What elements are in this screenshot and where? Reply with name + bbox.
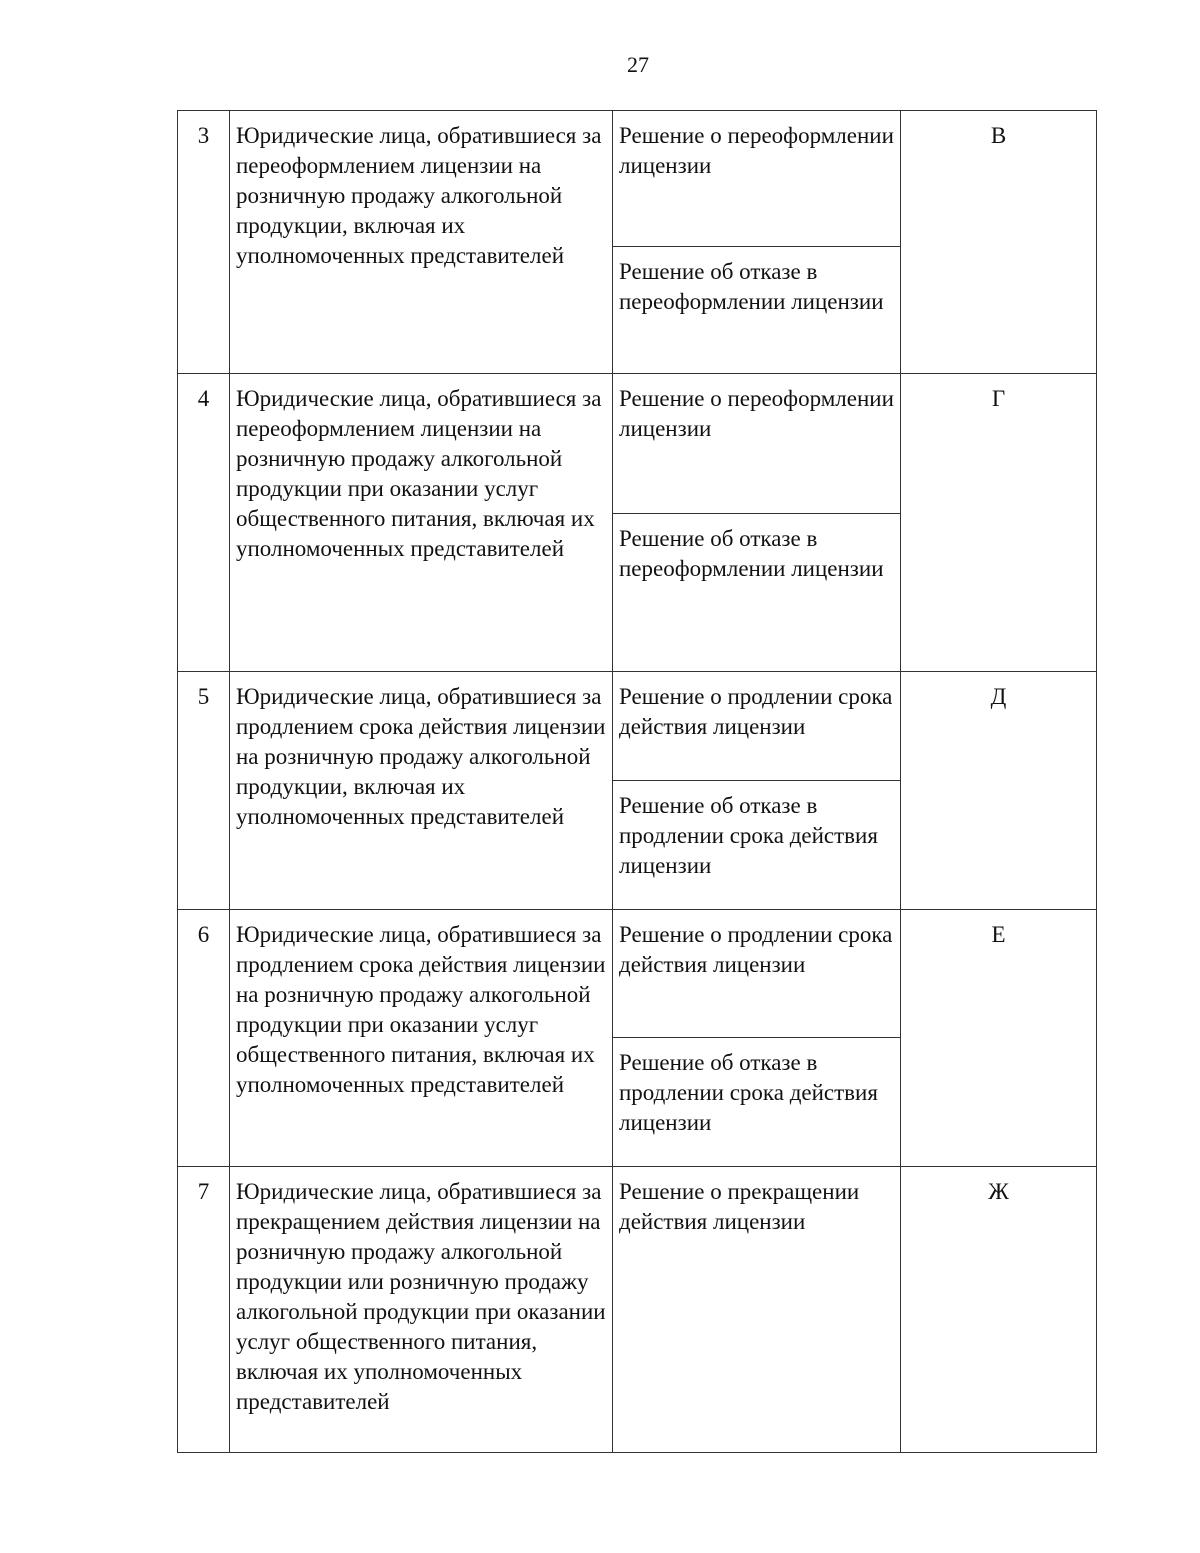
code-cell: Е [901,910,1097,1167]
applicant-cell: Юридические лица, обратившиеся за продлением срока действия лицензии на розничную продажу алкогольной продукции, включая их уполномоченных представителей [230,672,613,910]
table-row [178,1167,1097,1453]
row-number: 6 [178,910,230,1167]
page-number: 27 [627,52,649,77]
decision-cell: Решение о прекращении действия лицензии [613,1167,901,1453]
applicant-cell: Юридические лица, обратившиеся за прекращением действия лицензии на розничную продажу алкогольной продукции или розничную продажу алкогольной продукции при оказании услуг общественного питания, включая их уполномоченных представителей [230,1167,613,1453]
applicant-cell: Юридические лица, обратившиеся за продлением срока действия лицензии на розничную продажу алкогольной продукции при оказании услуг общественного питания, включая их уполномоченных представителей [230,910,613,1167]
decision-cell: Решение об отказе в продлении срока действия лицензии [613,781,901,910]
decision-cell: Решение об отказе в продлении срока действия лицензии [613,1038,901,1167]
applicant-cell: Юридические лица, обратившиеся за переоформлением лицензии на розничную продажу алкогольной продукции при оказании услуг общественного питания, включая их уполномоченных представителей [230,374,613,672]
code-cell: Г [901,374,1097,672]
code-cell: Ж [901,1167,1097,1453]
code-cell: Д [901,672,1097,910]
table-row [178,672,1097,781]
code-cell: В [901,111,1097,374]
decision-cell: Решение об отказе в переоформлении лицензии [613,514,901,672]
decisions-table [177,110,1097,1453]
decision-cell: Решение о продлении срока действия лицензии [613,910,901,1038]
decision-cell: Решение о переоформлении лицензии [613,111,901,247]
decision-cell: Решение о продлении срока действия лицензии [613,672,901,781]
row-number: 5 [178,672,230,910]
row-number: 3 [178,111,230,374]
row-number: 4 [178,374,230,672]
decision-cell: Решение о переоформлении лицензии [613,374,901,514]
table-row [178,374,1097,514]
applicant-cell: Юридические лица, обратившиеся за переоформлением лицензии на розничную продажу алкогольной продукции, включая их уполномоченных представителей [230,111,613,374]
table-row [178,111,1097,247]
table-row [178,910,1097,1038]
decision-cell: Решение об отказе в переоформлении лицензии [613,247,901,374]
row-number: 7 [178,1167,230,1453]
